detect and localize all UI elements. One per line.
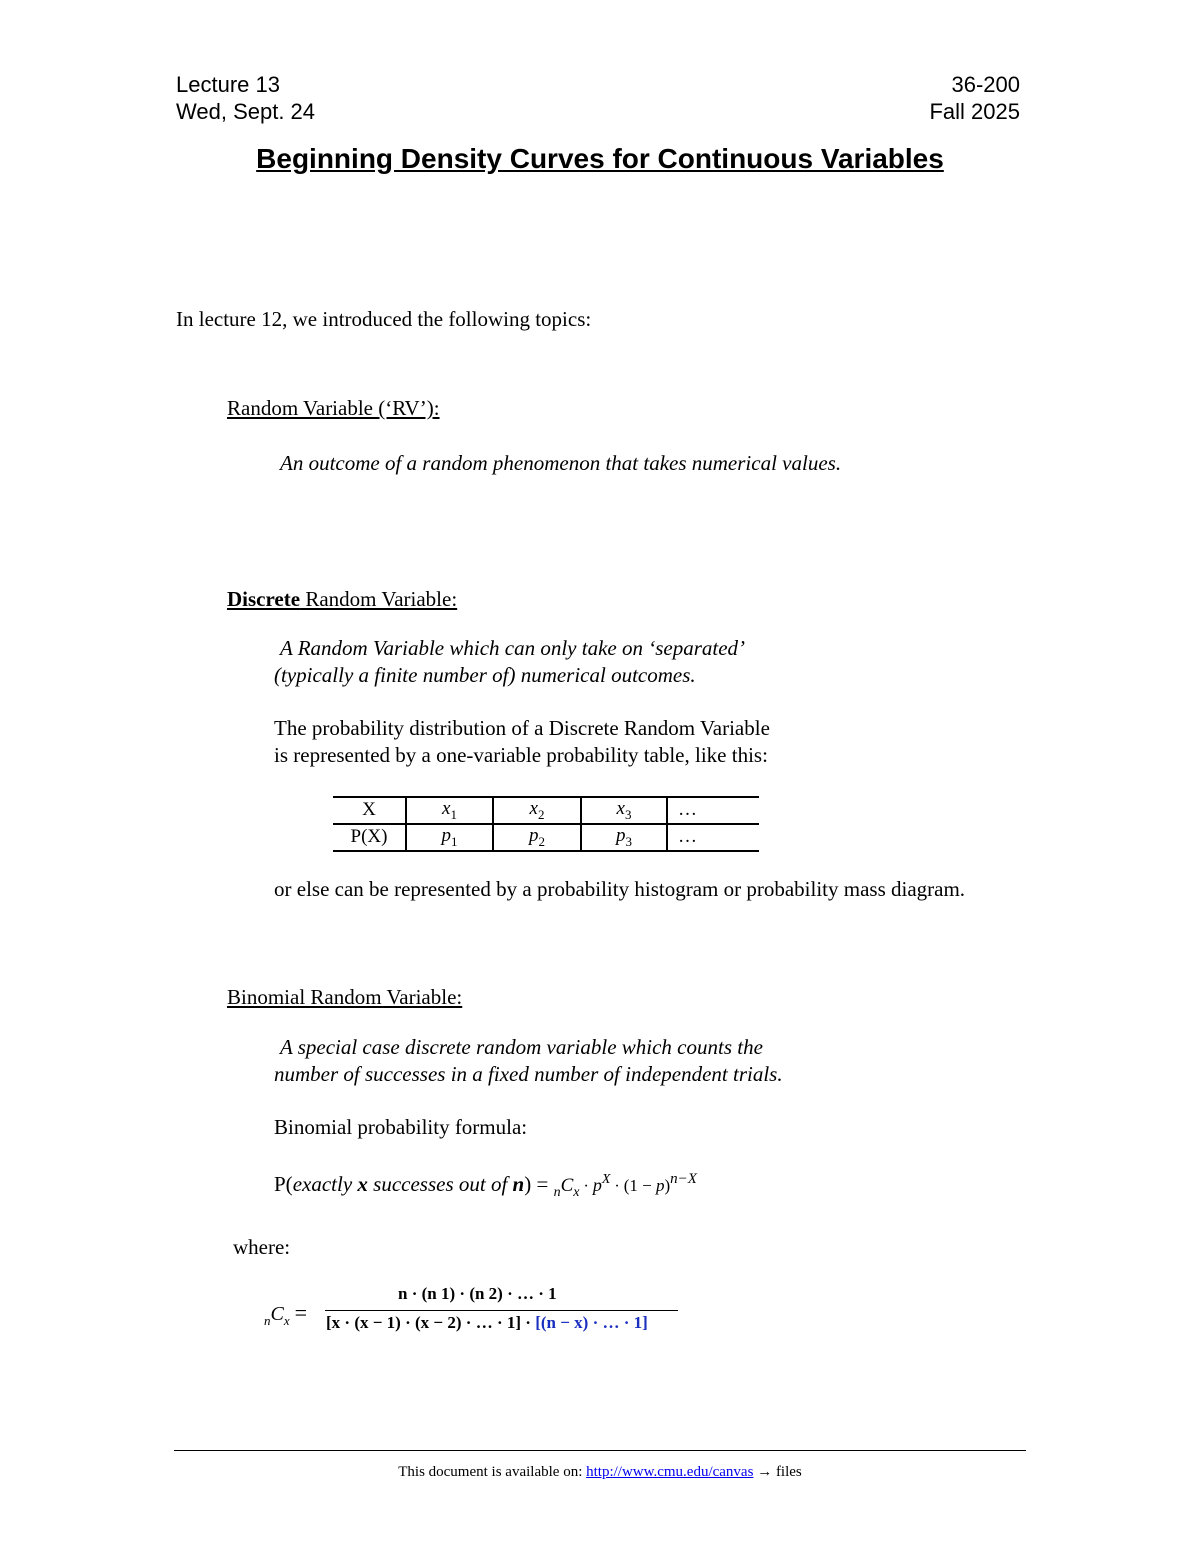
discrete-text-line1: The probability distribution of a Discrete Random Variable [274,716,770,740]
binomial-def-line2: number of successes in a fixed number of independent trials. [274,1062,783,1086]
course-number: 36-200 [951,72,1020,97]
table-cell-x-label: X [333,797,406,824]
discrete-after-table: or else can be represented by a probability histogram or probability mass diagram. [274,877,966,901]
table-cell: $x_2$ [493,797,581,824]
lecture-date: Wed, Sept. 24 [176,99,316,124]
discrete-def-line1: A Random Variable which can only take on ‘separated’ [280,636,746,660]
combination-numerator: n · (n 1) · (n 2) · … · 1 [398,1284,557,1303]
discrete-text-line2: is represented by a one-variable probability table, like this: [274,743,768,767]
lecture-number: Lecture 13 [176,72,280,97]
footer-prefix: This document is available on: [398,1464,587,1480]
table-cell-px-label: P(X) [333,824,406,851]
binomial-formula-label: Binomial probability formula: [274,1115,528,1139]
table-cell: $x_1$ [406,797,493,824]
canvas-link[interactable]: http://www.cmu.edu/canvas [586,1464,754,1480]
combination-symbol: $_nC_x$ = [264,1300,308,1328]
term: Fall 2025 [929,99,1020,124]
where-label: where: [233,1235,291,1259]
combination-denominator: [x · (x − 1) · (x − 2) · … · 1] · [(n − x) · … · 1] [326,1313,648,1332]
footer-suffix: → files [753,1464,802,1480]
footer-divider [174,1450,1026,1451]
discrete-heading-rest: Random Variable: [300,587,458,611]
discrete-heading [227,587,457,612]
discrete-heading-bold: Discrete [227,587,301,611]
rv-definition: An outcome of a random phenomenon that takes numerical values. [280,451,842,475]
table-cell-ellipsis: … [667,797,759,824]
table-cell: $p_2$ [493,824,581,851]
rv-heading: Random Variable (‘RV’): [227,396,440,420]
probability-table [333,796,759,852]
binomial-formula: P(exactly x successes out of $n) = _nC_x \cdot p^X \cdot (1 - p)^{n-X}$ [274,1171,697,1201]
fraction-bar [325,1310,678,1311]
intro-text: In lecture 12, we introduced the following topics: [176,307,592,331]
table-cell-ellipsis: … [667,824,759,851]
table-cell: $p_1$ [406,824,493,851]
table-row [333,824,759,851]
footer [0,1464,1200,1481]
binomial-heading: Binomial Random Variable: [227,985,463,1009]
discrete-def-line2: (typically a finite number of) numerical outcomes. [274,663,696,687]
page-title: Beginning Density Curves for Continuous Variables [256,143,944,174]
table-cell: $x_3$ [581,797,667,824]
table-row [333,797,759,824]
binomial-def-line1: A special case discrete random variable which counts the [280,1035,763,1059]
table-cell: $p_3$ [581,824,667,851]
